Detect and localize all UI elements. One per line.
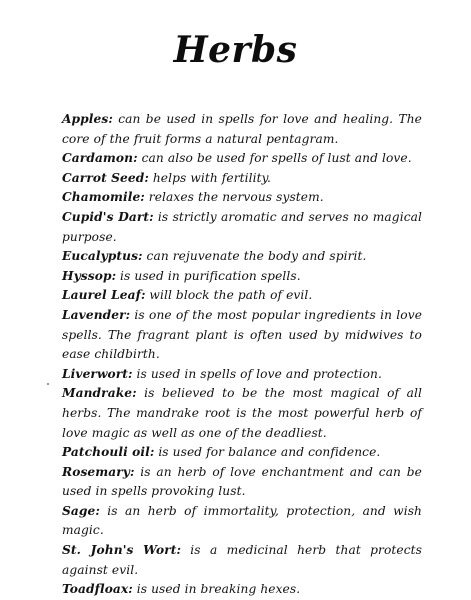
scan-speck	[47, 383, 49, 385]
page-title: Herbs	[173, 29, 298, 71]
herb-description: is a medicinal herb that protects against evil.	[62, 543, 423, 577]
herb-entry-toadfloax	[62, 580, 422, 600]
herb-description: can also be used for spells of lust and love.	[141, 151, 412, 166]
herb-description: helps with fertility.	[152, 170, 271, 185]
herb-description: is strictly aromatic and serves no magical purpose.	[62, 209, 422, 244]
herb-entry-apples	[62, 110, 422, 149]
herb-entry-cupids-dart	[62, 208, 422, 247]
herb-description: is an herb of immortality, protection, and wish magic.	[62, 503, 422, 538]
herb-term: Liverwort:	[62, 366, 133, 381]
herb-description: will block the path of evil.	[149, 288, 313, 303]
herb-description: is used in spells of love and protection.	[136, 366, 382, 381]
herb-description: is one of the most popular ingredients in love spells. The fragrant plant is often used by midwives to ease childbirth.	[62, 307, 423, 362]
herb-entry-laurel-leaf	[62, 286, 422, 306]
herb-term: Apples:	[62, 112, 113, 126]
herb-entry-rosemary	[62, 463, 422, 502]
herb-term: Laurel Leaf:	[62, 288, 146, 303]
herb-term: Chamomile:	[62, 190, 145, 205]
herb-term: Sage:	[62, 503, 100, 518]
herb-term: Cardamon:	[62, 151, 138, 166]
herb-term: Cupid's Dart:	[62, 209, 154, 224]
herb-term: Rosemary:	[62, 464, 135, 479]
herb-term: Mandrake:	[62, 386, 137, 401]
herb-list	[62, 110, 422, 600]
herb-term: St. John's Wort:	[62, 543, 182, 558]
herb-description: is used for balance and confidence.	[158, 445, 381, 460]
herb-entry-lavender	[62, 306, 422, 365]
herb-entry-liverwort	[62, 365, 422, 385]
herb-term: Patchouli oil:	[62, 445, 155, 460]
herb-entry-carrot-seed	[62, 169, 422, 189]
herb-description: relaxes the nervous system.	[148, 190, 324, 205]
herb-term: Lavender:	[62, 307, 131, 322]
herb-entry-chamomile	[62, 188, 422, 208]
herb-entry-mandrake	[62, 384, 422, 443]
herb-term: Toadfloax:	[62, 582, 133, 597]
herb-entry-sage	[62, 502, 422, 541]
herb-description: can rejuvenate the body and spirit.	[146, 249, 367, 264]
herb-term: Hyssop:	[62, 268, 117, 283]
herb-description: is believed to be the most magical of all herbs. The mandrake root is the most powerful herb of love magic as well as one of the deadliest.	[62, 386, 423, 440]
herb-entry-st-johns-wort	[62, 541, 422, 580]
herb-entry-hyssop	[62, 267, 422, 287]
herb-description: is used in breaking hexes.	[136, 582, 301, 597]
herb-entry-eucalyptus	[62, 247, 422, 267]
herb-term: Carrot Seed:	[62, 170, 149, 185]
herb-description: can be used in spells for love and healing. The core of the fruit forms a natural pentagram.	[62, 112, 422, 146]
herb-description: is an herb of love enchantment and can be used in spells provoking lust.	[62, 464, 422, 499]
herb-entry-patchouli-oil	[62, 443, 422, 463]
herb-term: Eucalyptus:	[62, 249, 143, 264]
herb-description: is used in purification spells.	[120, 268, 301, 283]
herb-entry-cardamon	[62, 149, 422, 169]
